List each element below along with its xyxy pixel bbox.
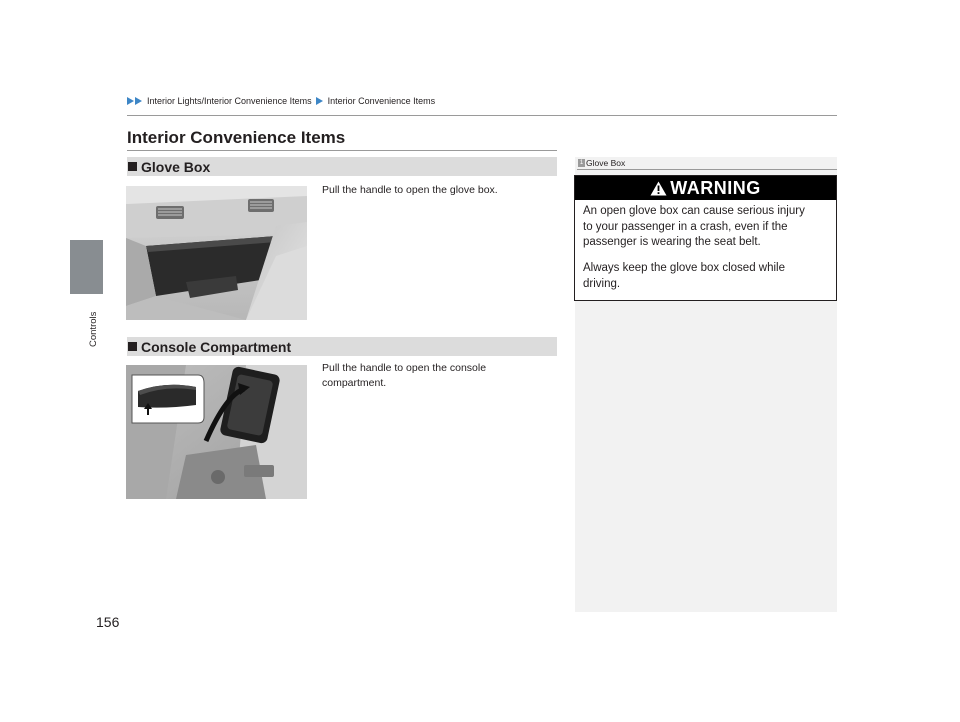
chapter-tab[interactable] xyxy=(70,240,103,294)
note-heading: 1 Glove Box xyxy=(579,158,626,168)
console-compartment-heading: Console Compartment xyxy=(127,337,557,356)
breadcrumb-arrow-icon xyxy=(316,97,323,105)
warning-paragraph-1: An open glove box can cause serious injury to your passenger in a crash, even if the passenger is wearing the seat belt. xyxy=(583,205,805,248)
warning-paragraph-2: Always keep the glove box closed while driving. xyxy=(583,262,786,290)
title-divider xyxy=(127,150,557,151)
header-divider xyxy=(127,115,837,116)
warning-triangle-icon xyxy=(650,181,667,196)
breadcrumb xyxy=(127,94,435,108)
breadcrumb-link-interior-lights[interactable]: Interior Lights/Interior Convenience Items xyxy=(147,96,312,106)
subheading-square-icon xyxy=(128,162,137,171)
breadcrumb-current: Interior Convenience Items xyxy=(327,96,436,106)
page-title: Interior Convenience Items xyxy=(127,128,346,147)
warning-title-bar: WARNING xyxy=(575,176,836,200)
note-marker-icon: 1 xyxy=(579,160,584,166)
console-instruction: Pull the handle to open the console compartment. xyxy=(322,362,487,389)
page-number: 156 xyxy=(96,614,120,630)
console-compartment-illustration xyxy=(126,365,307,499)
breadcrumb-arrow-icon xyxy=(135,97,142,105)
note-divider xyxy=(577,169,837,170)
subheading-square-icon xyxy=(128,342,137,351)
glove-box-illustration xyxy=(126,186,307,320)
glove-box-heading: Glove Box xyxy=(127,157,557,176)
glove-box-instruction: Pull the handle to open the glove box. xyxy=(322,184,498,196)
chapter-tab-label: Controls xyxy=(88,311,99,347)
breadcrumb-arrow-icon xyxy=(127,97,134,105)
